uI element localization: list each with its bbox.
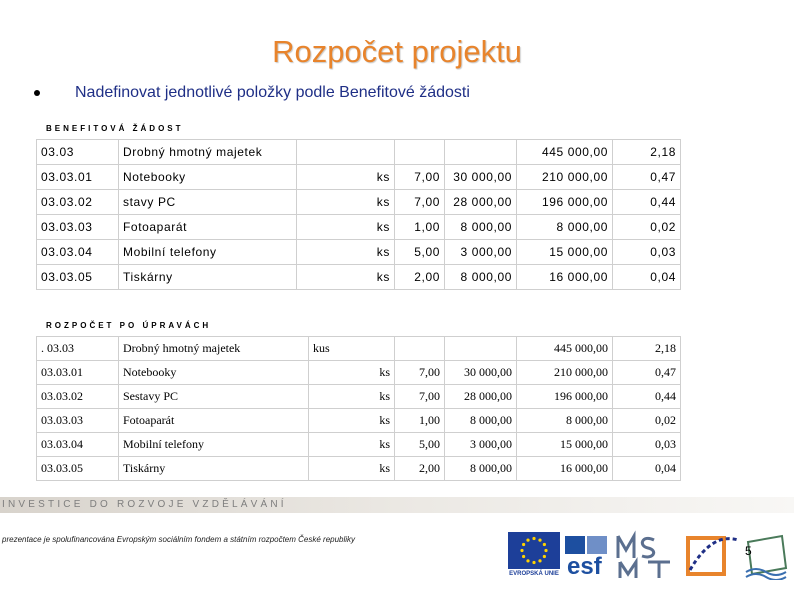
table-row — [37, 361, 681, 385]
table-row — [37, 265, 681, 290]
table-row — [37, 240, 681, 265]
item-code: 03.03.05 — [37, 457, 119, 481]
item-name: Fotoaparát — [119, 409, 309, 433]
item-unit: ks — [297, 240, 395, 265]
item-unit-price: 3 000,00 — [445, 240, 517, 265]
item-code: 03.03.01 — [37, 165, 119, 190]
item-quantity: 7,00 — [395, 190, 445, 215]
item-name: Notebooky — [119, 165, 297, 190]
item-unit-price: 8 000,00 — [445, 215, 517, 240]
eu-star — [543, 555, 546, 558]
item-unit-price: 8 000,00 — [445, 265, 517, 290]
item-code: 03.03.04 — [37, 433, 119, 457]
item-unit-price: 28 000,00 — [445, 385, 517, 409]
investice-banner — [0, 497, 794, 513]
item-quantity: 7,00 — [395, 361, 445, 385]
item-quantity: 2,00 — [395, 457, 445, 481]
item-share: 0,44 — [613, 190, 681, 215]
item-unit-price — [445, 337, 517, 361]
benefit-table — [36, 139, 681, 290]
eu-star — [532, 561, 535, 564]
item-unit: ks — [309, 361, 395, 385]
item-unit: ks — [297, 215, 395, 240]
item-total: 445 000,00 — [517, 140, 613, 165]
item-quantity — [395, 337, 445, 361]
eu-flag-icon — [508, 532, 560, 569]
item-share: 2,18 — [613, 140, 681, 165]
eu-star — [543, 543, 546, 546]
esf-logo-icon — [563, 532, 611, 576]
op-vk-logo-icon — [684, 528, 740, 578]
item-name: Mobilní telefony — [119, 240, 297, 265]
item-name: Tiskárny — [119, 265, 297, 290]
item-name: Drobný hmotný majetek — [119, 337, 309, 361]
item-share: 0,47 — [613, 165, 681, 190]
table-row — [37, 337, 681, 361]
item-quantity: 1,00 — [395, 215, 445, 240]
item-unit-price: 30 000,00 — [445, 361, 517, 385]
item-code: 03.03 — [37, 140, 119, 165]
page-number: 5 — [745, 544, 752, 558]
eu-star — [532, 537, 535, 540]
item-total: 445 000,00 — [517, 337, 613, 361]
item-quantity: 5,00 — [395, 433, 445, 457]
item-code: 03.03.01 — [37, 361, 119, 385]
eu-caption: EVROPSKÁ UNIE — [509, 571, 559, 577]
item-unit-price: 30 000,00 — [445, 165, 517, 190]
table-row — [37, 140, 681, 165]
table-row — [37, 433, 681, 457]
item-quantity: 1,00 — [395, 409, 445, 433]
item-name: Sestavy PC — [119, 385, 309, 409]
item-quantity: 7,00 — [395, 165, 445, 190]
eu-star — [538, 539, 541, 542]
item-total: 16 000,00 — [517, 457, 613, 481]
item-share: 0,04 — [613, 265, 681, 290]
item-name: stavy PC — [119, 190, 297, 215]
item-total: 8 000,00 — [517, 215, 613, 240]
eu-star — [522, 555, 525, 558]
svg-text:esf: esf — [567, 553, 602, 576]
item-share: 0,03 — [613, 433, 681, 457]
item-share: 0,47 — [613, 361, 681, 385]
item-unit-price: 8 000,00 — [445, 409, 517, 433]
adjusted-label: ROZPOČET PO ÚPRAVÁCH — [46, 321, 212, 330]
item-share: 0,02 — [613, 215, 681, 240]
item-unit: ks — [297, 190, 395, 215]
table-row — [37, 409, 681, 433]
msmt-logo-icon — [614, 530, 680, 580]
item-unit: ks — [297, 165, 395, 190]
item-unit — [297, 140, 395, 165]
item-unit-price: 3 000,00 — [445, 433, 517, 457]
item-code: 03.03.05 — [37, 265, 119, 290]
item-code: 03.03.02 — [37, 385, 119, 409]
item-unit: ks — [309, 409, 395, 433]
item-code: . 03.03 — [37, 337, 119, 361]
item-total: 15 000,00 — [517, 240, 613, 265]
item-share: 2,18 — [613, 337, 681, 361]
item-quantity: 5,00 — [395, 240, 445, 265]
slide-title: Rozpočet projektu — [272, 34, 522, 69]
item-total: 16 000,00 — [517, 265, 613, 290]
item-name: Mobilní telefony — [119, 433, 309, 457]
table-row — [37, 165, 681, 190]
item-code: 03.03.02 — [37, 190, 119, 215]
table-row — [37, 215, 681, 240]
eu-star — [526, 539, 529, 542]
item-name: Notebooky — [119, 361, 309, 385]
table-row — [37, 385, 681, 409]
item-name: Fotoaparát — [119, 215, 297, 240]
item-code: 03.03.03 — [37, 215, 119, 240]
adjusted-table — [36, 336, 681, 481]
bullet-dot — [34, 90, 40, 96]
eu-star — [544, 549, 547, 552]
item-total: 196 000,00 — [517, 190, 613, 215]
item-unit-price: 28 000,00 — [445, 190, 517, 215]
item-name: Drobný hmotný majetek — [119, 140, 297, 165]
bullet-text: Nadefinovat jednotlivé položky podle Benefitové žádosti — [75, 84, 470, 101]
eu-star — [520, 549, 523, 552]
item-quantity: 7,00 — [395, 385, 445, 409]
benefit-label: BENEFITOVÁ ŽÁDOST — [46, 124, 184, 133]
item-total: 8 000,00 — [517, 409, 613, 433]
item-code: 03.03.04 — [37, 240, 119, 265]
table-row — [37, 457, 681, 481]
item-unit: ks — [309, 385, 395, 409]
eu-star — [526, 559, 529, 562]
item-quantity — [395, 140, 445, 165]
eu-star — [538, 559, 541, 562]
eu-star — [522, 543, 525, 546]
item-quantity: 2,00 — [395, 265, 445, 290]
item-total: 210 000,00 — [517, 361, 613, 385]
item-share: 0,03 — [613, 240, 681, 265]
item-total: 210 000,00 — [517, 165, 613, 190]
item-share: 0,44 — [613, 385, 681, 409]
item-unit: kus — [309, 337, 395, 361]
footer-note: prezentace je spolufinancována Evropským sociálním fondem a státním rozpočtem České republiky — [2, 535, 356, 544]
item-unit: ks — [309, 457, 395, 481]
item-name: Tiskárny — [119, 457, 309, 481]
item-total: 15 000,00 — [517, 433, 613, 457]
item-unit: ks — [309, 433, 395, 457]
item-unit: ks — [297, 265, 395, 290]
item-share: 0,04 — [613, 457, 681, 481]
item-share: 0,02 — [613, 409, 681, 433]
table-row — [37, 190, 681, 215]
item-unit-price: 8 000,00 — [445, 457, 517, 481]
banner-text: INVESTICE DO ROZVOJE VZDĚLÁVÁNÍ — [2, 499, 287, 510]
item-code: 03.03.03 — [37, 409, 119, 433]
item-total: 196 000,00 — [517, 385, 613, 409]
item-unit-price — [445, 140, 517, 165]
